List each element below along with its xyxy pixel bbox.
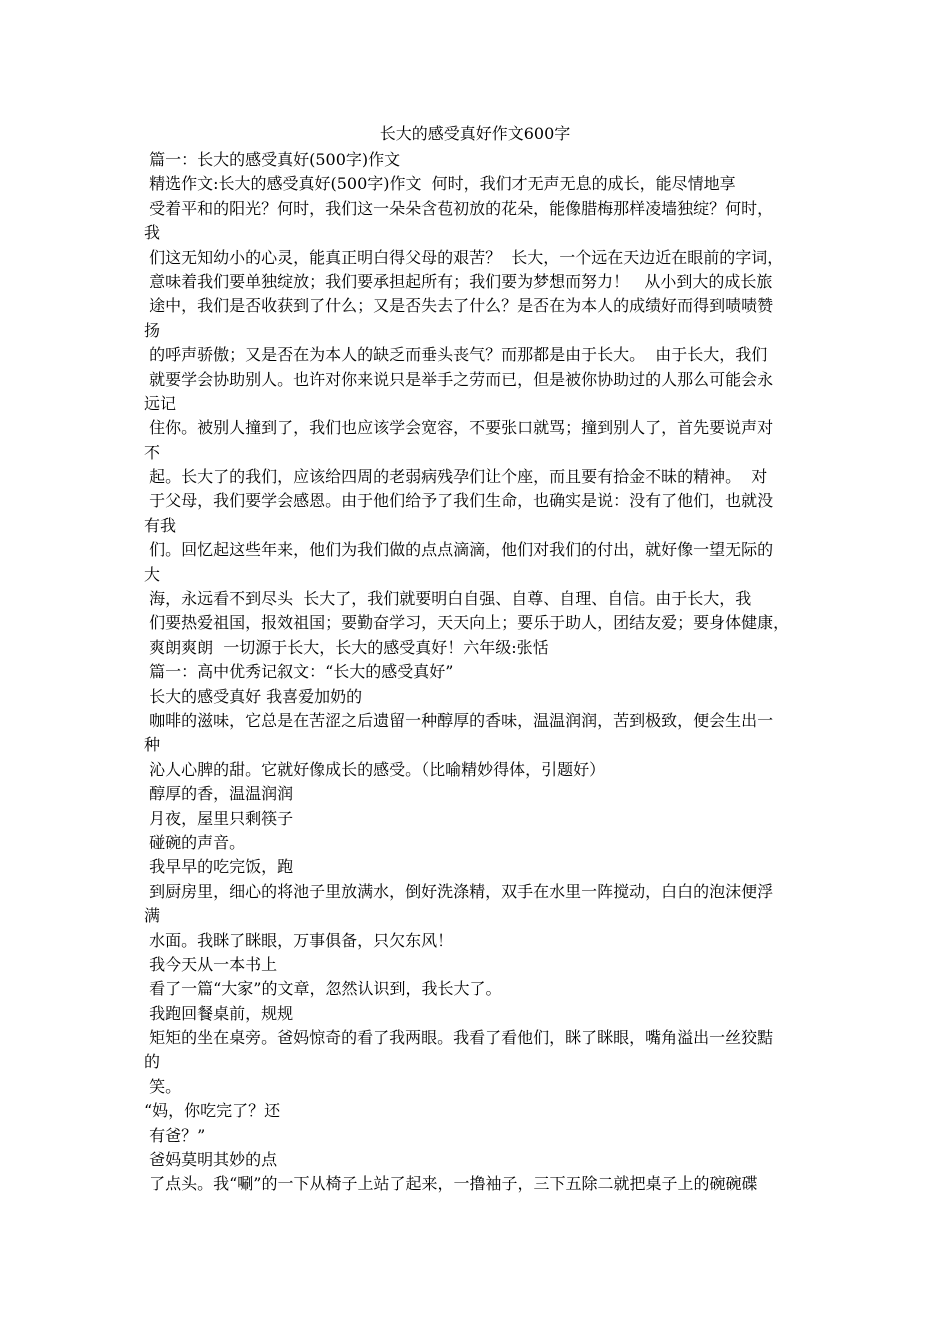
text-line: 途中，我们是否收获到了什么；又是否失去了什么？是否在为本人的成绩好而得到啧啧赞 — [144, 296, 774, 316]
text-line: 碰碗的声音。 — [144, 832, 246, 852]
text-line: 我 — [144, 223, 161, 243]
text-line: “妈，你吃完了？还 — [144, 1101, 281, 1121]
text-line: 满 — [144, 906, 161, 926]
text-line: 的 — [144, 1052, 161, 1072]
text-line: 我早早的吃完饭，跑 — [144, 857, 294, 877]
text-line: 长大的感受真好 我喜爱加奶的 — [144, 686, 363, 706]
text-line: 于父母，我们要学会感恩。由于他们给予了我们生命，也确实是说：没有了他们，也就没 — [144, 491, 774, 511]
text-line: 矩矩的坐在桌旁。爸妈惊奇的看了我两眼。我看了看他们，眯了眯眼，嘴角溢出一丝狡黠 — [144, 1028, 774, 1048]
text-line: 扬 — [144, 320, 161, 340]
text-line: 有我 — [144, 515, 177, 535]
text-line: 爽朗爽朗 一切源于长大，长大的感受真好！六年级:张恬 — [144, 637, 549, 657]
text-line: 海，永远看不到尽头 长大了，我们就要明白自强、自尊、自理、自信。由于长大，我 — [144, 589, 752, 609]
text-line: 篇一：高中优秀记叙文：“长大的感受真好” — [144, 662, 454, 682]
text-line: 水面。我眯了眯眼，万事俱备，只欠东风！ — [144, 930, 454, 950]
text-line: 我跑回餐桌前，规规 — [144, 1003, 294, 1023]
text-line: 我今天从一本书上 — [144, 954, 278, 974]
text-line: 就要学会协助别人。也许对你来说只是举手之劳而已，但是被你协助过的人那么可能会永 — [144, 369, 774, 389]
text-line: 篇一：长大的感受真好(500字)作文 — [144, 150, 401, 169]
text-line: 住你。被别人撞到了，我们也应该学会宽容，不要张口就骂；撞到别人了，首先要说声对 — [144, 418, 774, 438]
text-line: 咖啡的滋味，它总是在苦涩之后遗留一种醇厚的香味，温温润润，苦到极致，便会生出一 — [144, 710, 774, 730]
text-line: 的呼声骄傲；又是否在为本人的缺乏而垂头丧气？而那都是由于长大。 由于长大，我们 — [144, 345, 768, 365]
text-line: 精选作文:长大的感受真好(500字)作文 何时，我们才无声无息的成长，能尽情地享 — [144, 174, 736, 194]
text-line: 笑。 — [144, 1076, 182, 1096]
text-line: 意味着我们要单独绽放；我们要承担起所有；我们要为梦想而努力！ 从小到大的成长旅 — [144, 271, 773, 291]
text-line: 有爸？” — [144, 1125, 206, 1145]
text-line: 沁人心脾的甜。它就好像成长的感受。（比喻精妙得体，引题好） — [144, 759, 606, 779]
text-line: 们。回忆起这些年来，他们为我们做的点点滴滴，他们对我们的付出，就好像一望无际的 — [144, 540, 774, 560]
text-line: 到厨房里，细心的将池子里放满水，倒好洗涤精，双手在水里一阵搅动，白白的泡沫便浮 — [144, 881, 774, 901]
text-line: 爸妈莫明其妙的点 — [144, 1150, 278, 1170]
text-line: 们要热爱祖国，报效祖国；要勤奋学习，天天向上；要乐于助人，团结友爱；要身体健康， — [144, 613, 790, 633]
text-line: 们这无知幼小的心灵，能真正明白得父母的艰苦？ 长大，一个远在天边近在眼前的字词， — [144, 247, 784, 267]
text-line: 了点头。我“唰”的一下从椅子上站了起来，一撸袖子，三下五除二就把桌子上的碗碗碟 — [144, 1174, 758, 1194]
text-line: 远记 — [144, 393, 177, 413]
text-line: 月夜，屋里只剩筷子 — [144, 808, 294, 828]
text-line: 受着平和的阳光？何时，我们这一朵朵含苞初放的花朵，能像腊梅那样凌墙独绽？何时， — [144, 198, 774, 218]
text-line: 不 — [144, 442, 161, 462]
text-line: 醇厚的香，温温润润 — [144, 784, 294, 804]
text-line: 起。长大了的我们，应该给四周的老弱病残孕们让个座，而且要有拾金不昧的精神。 对 — [144, 467, 768, 487]
document-title: 长大的感受真好作文600字 — [379, 124, 571, 143]
text-line: 种 — [144, 735, 161, 755]
text-line: 看了一篇“大家”的文章，忽然认识到，我长大了。 — [144, 979, 502, 999]
text-line: 大 — [144, 564, 161, 584]
document-body — [144, 148, 824, 1197]
